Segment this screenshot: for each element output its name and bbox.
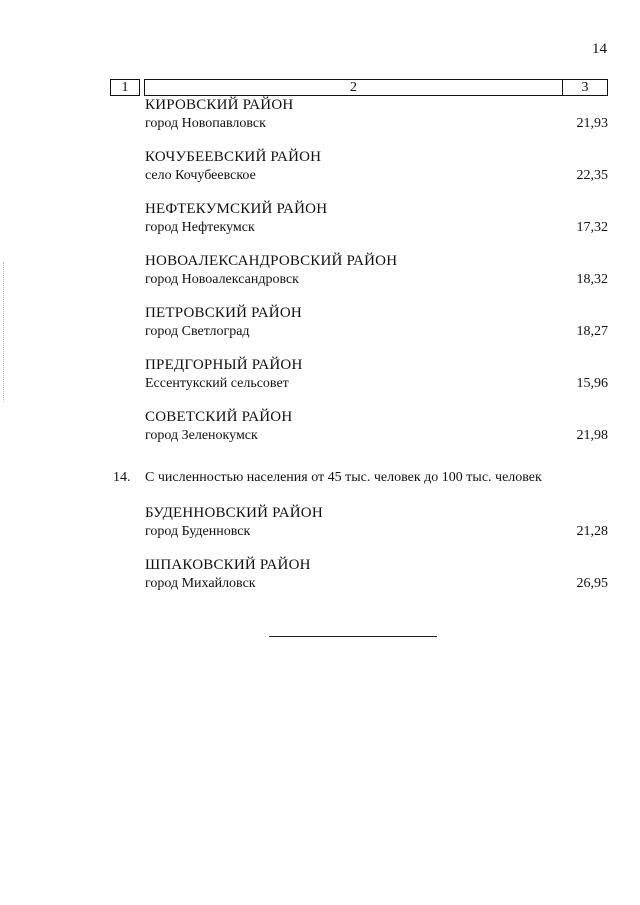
list-item (145, 409, 608, 461)
place-name: город Новоалександровск (145, 272, 299, 287)
section-heading (113, 461, 608, 505)
place-name: город Зеленокумск (145, 428, 258, 443)
column-header-3: 3 (563, 80, 608, 96)
place-value: 21,98 (576, 428, 608, 443)
district-name: НОВОАЛЕКСАНДРОВСКИЙ РАЙОН (145, 253, 398, 269)
list-item (145, 305, 608, 357)
section-number: 14. (113, 470, 131, 485)
district-name: КОЧУБЕЕВСКИЙ РАЙОН (145, 149, 322, 165)
end-rule-divider (269, 636, 437, 637)
list-item (145, 97, 608, 149)
place-name: город Светлоград (145, 324, 250, 339)
district-name: БУДЕННОВСКИЙ РАЙОН (145, 505, 323, 521)
scan-edge-mark (3, 262, 5, 402)
place-name: город Нефтекумск (145, 220, 255, 235)
list-item (145, 149, 608, 201)
place-value: 18,32 (576, 272, 608, 287)
list-item (145, 557, 608, 609)
section-title: С численностью населения от 45 тыс. человек до 100 тыс. человек (145, 470, 542, 485)
list-item (145, 201, 608, 253)
district-name: СОВЕТСКИЙ РАЙОН (145, 409, 293, 425)
district-name: ПРЕДГОРНЫЙ РАЙОН (145, 357, 303, 373)
place-value: 18,27 (576, 324, 608, 339)
district-name: ШПАКОВСКИЙ РАЙОН (145, 557, 311, 573)
place-name: Ессентукский сельсовет (145, 376, 289, 391)
place-value: 15,96 (576, 376, 608, 391)
place-name: город Михайловск (145, 576, 256, 591)
district-name: НЕФТЕКУМСКИЙ РАЙОН (145, 201, 328, 217)
place-name: село Кочубеевское (145, 168, 256, 183)
district-list (113, 97, 608, 609)
place-value: 22,35 (576, 168, 608, 183)
column-header-1: 1 (111, 80, 140, 96)
list-item (145, 253, 608, 305)
place-value: 21,93 (576, 116, 608, 131)
column-header-2: 2 (145, 80, 563, 96)
district-name: КИРОВСКИЙ РАЙОН (145, 97, 294, 113)
place-value: 17,32 (576, 220, 608, 235)
page-number: 14 (592, 41, 607, 57)
place-name: город Новопавловск (145, 116, 266, 131)
list-item (145, 357, 608, 409)
list-item (145, 505, 608, 557)
column-header-table (110, 79, 608, 96)
place-value: 21,28 (576, 524, 608, 539)
district-name: ПЕТРОВСКИЙ РАЙОН (145, 305, 302, 321)
place-name: город Буденновск (145, 524, 251, 539)
place-value: 26,95 (576, 576, 608, 591)
